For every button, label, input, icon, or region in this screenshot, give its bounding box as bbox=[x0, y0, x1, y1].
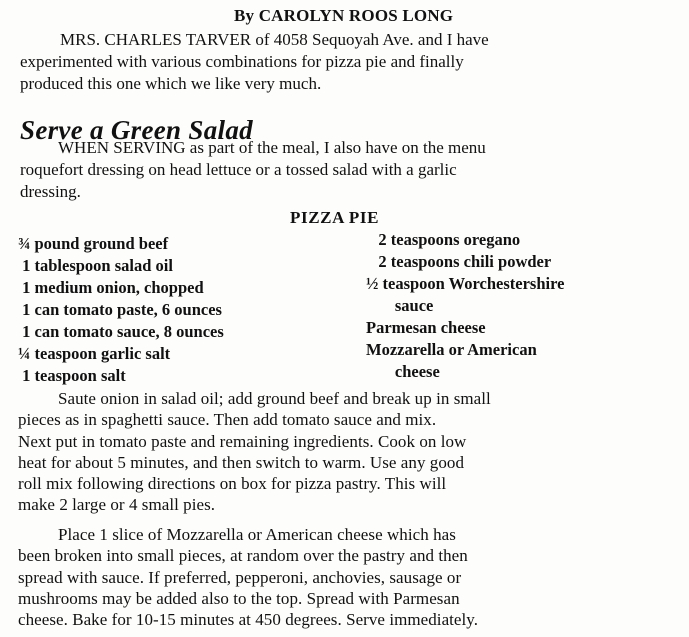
ingredients-right-column bbox=[366, 229, 564, 383]
directions-line: Next put in tomato paste and remaining ingredients. Cook on low bbox=[18, 431, 467, 451]
recipe-title: PIZZA PIE bbox=[290, 208, 380, 227]
serving-line-1: WHEN SERVING as part of the meal, I also have on the menu bbox=[58, 138, 486, 157]
directions-paragraph-2 bbox=[18, 524, 683, 630]
ingredients-left-column bbox=[18, 233, 224, 387]
serving-line-2: roquefort dressing on head lettuce or a tossed salad with a garlic bbox=[20, 160, 457, 179]
ingredient-item: ¼ teaspoon garlic salt bbox=[18, 344, 171, 363]
directions-line: cheese. Bake for 10-15 minutes at 450 degrees. Serve immediately. bbox=[18, 610, 479, 630]
directions-line: roll mix following directions on box for pizza pastry. This will bbox=[18, 474, 447, 494]
directions-line: mushrooms may be added also to the top. Spread with Parmesan bbox=[18, 588, 460, 608]
ingredient-item: sauce bbox=[366, 296, 434, 315]
ingredient-item: 1 can tomato paste, 6 ounces bbox=[18, 300, 222, 319]
byline: By CAROLYN ROOS LONG bbox=[234, 6, 454, 25]
directions-line: heat for about 5 minutes, and then switch to warm. Use any good bbox=[18, 452, 464, 472]
directions-line: Place 1 slice of Mozzarella or American cheese which has bbox=[58, 525, 456, 544]
directions-line: been broken into small pieces, at random over the pastry and then bbox=[18, 546, 468, 566]
ingredient-item: 2 teaspoons oregano bbox=[366, 230, 521, 249]
serving-line-3: dressing. bbox=[20, 182, 81, 201]
intro-line-1: MRS. CHARLES TARVER of 4058 Sequoyah Ave. and I have bbox=[60, 30, 489, 49]
directions-line: Saute onion in salad oil; add ground beef and break up in small bbox=[58, 389, 491, 408]
ingredient-item: 1 medium onion, chopped bbox=[18, 278, 204, 297]
ingredient-item: 1 tablespoon salad oil bbox=[18, 256, 173, 275]
ingredient-item: 1 teaspoon salt bbox=[18, 366, 126, 385]
ingredient-item: Parmesan cheese bbox=[366, 318, 486, 337]
intro-line-2: experimented with various combinations for pizza pie and finally bbox=[20, 52, 464, 71]
ingredient-item: 1 can tomato sauce, 8 ounces bbox=[18, 322, 224, 341]
ingredient-item: cheese bbox=[366, 362, 440, 381]
directions-paragraph-1 bbox=[18, 388, 683, 516]
ingredient-item: ¾ pound ground beef bbox=[18, 234, 169, 253]
directions-line: spread with sauce. If preferred, pepperoni, anchovies, sausage or bbox=[18, 567, 462, 587]
ingredient-item: 2 teaspoons chili powder bbox=[366, 252, 552, 271]
directions-line: make 2 large or 4 small pies. bbox=[18, 495, 216, 515]
intro-line-3: produced this one which we like very much. bbox=[20, 74, 322, 93]
section-subhead: Serve a Green Salad bbox=[20, 115, 253, 145]
ingredient-item: ½ teaspoon Worchestershire bbox=[366, 274, 565, 293]
ingredient-item: Mozzarella or American bbox=[366, 340, 537, 359]
directions-line: pieces as in spaghetti sauce. Then add tomato sauce and mix. bbox=[18, 410, 437, 430]
